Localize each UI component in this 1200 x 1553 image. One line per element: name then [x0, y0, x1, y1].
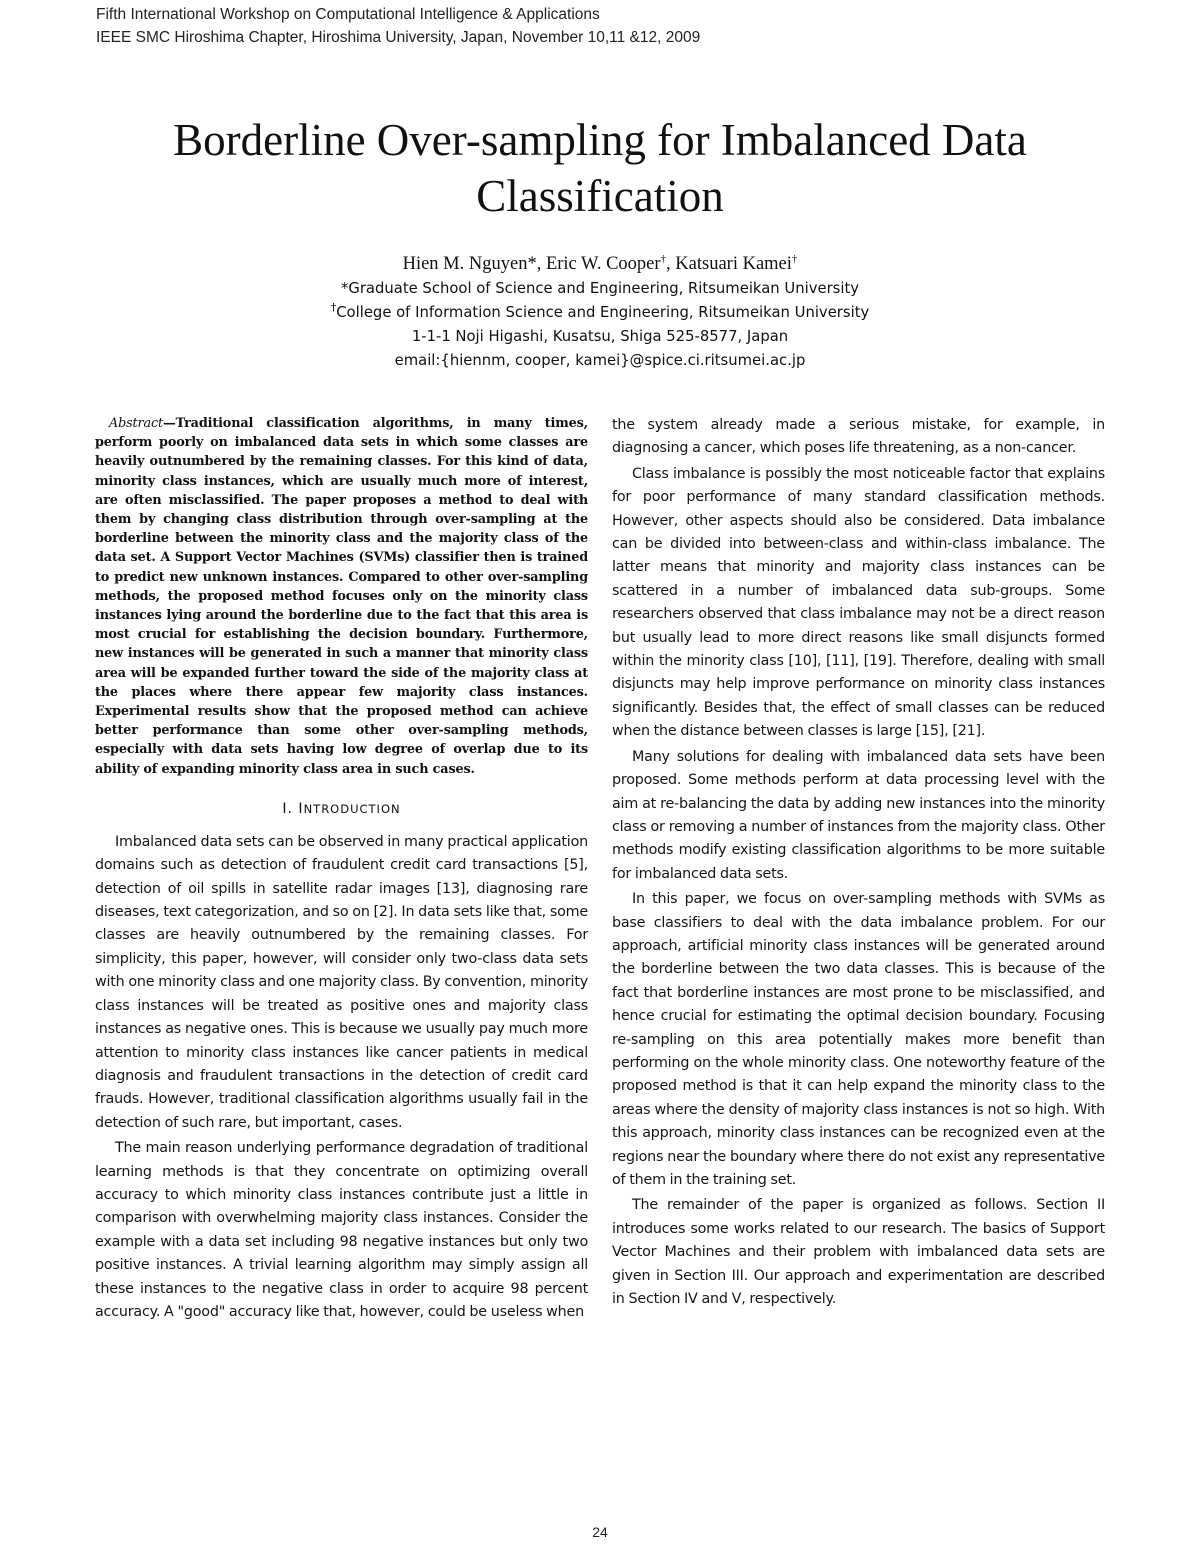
- affiliation-college: [80, 303, 1120, 323]
- intro-paragraph-3: Class imbalance is possibly the most noticeable factor that explains for poor performance of many standard classification methods. However, other aspects should also be considered. Data imbalance can be divided into between-class and within-class imbalance. The latter means that minority and majority class instances can be scattered in a number of imbalanced data sub-groups. Some researchers observed that class imbalance may not be a direct reason but usually lead to more direct reasons like small disjuncts formed within the minority class [10], [11], [19]. Therefore, dealing with small disjuncts may help improve performance on minority class instances significantly. Besides that, the effect of small classes can be reduced when the distance between classes is large [15], [21].: [612, 465, 1105, 740]
- dagger-mark: †: [791, 252, 798, 265]
- intro-paragraph-2: The main reason underlying performance degradation of traditional learning methods is that they concentrate on optimizing overall accuracy to which minority class instances contribute just a little in comparison with overwhelming majority class instances. Consider the example with a data set including 98 negative instances but only two positive instances. A trivial learning algorithm may simply assign all these instances to the negative class in order to acquire 98 percent accuracy. A "good" accuracy like that, however, could be useless when: [95, 1140, 588, 1320]
- conference-header-line-2: IEEE SMC Hiroshima Chapter, Hiroshima University, Japan, November 10,11 &12, 2009: [96, 29, 701, 46]
- abstract: [95, 414, 588, 779]
- author-kamei: Katsuari Kamei: [675, 254, 792, 274]
- intro-paragraph-4: Many solutions for dealing with imbalanced data sets have been proposed. Some methods perform at data processing level with the aim at re-balancing the data by adding new instances into the minority class or removing a number of instances from the majority class. Other methods modify existing classification algorithms to be more suitable for imbalanced data sets.: [612, 748, 1105, 882]
- intro-paragraph-2-continued: the system already made a serious mistake, for example, in diagnosing a cancer, which poses life threatening, as a non-cancer.: [612, 417, 1105, 457]
- paper-title: Borderline Over-sampling for Imbalanced Data Classification: [173, 115, 1027, 221]
- dagger-mark: †: [330, 301, 337, 315]
- affiliation-graduate-school: *Graduate School of Science and Engineering, Ritsumeikan University: [340, 280, 860, 297]
- intro-paragraph-1: Imbalanced data sets can be observed in many practical application domains such as detection of fraudulent credit card transactions [5], detection of oil spills in satellite radar images [13], diagnosing rare diseases, text categorization, and so on [2]. In data sets like that, some classes are heavily outnumbered by the remaining classes. For simplicity, this paper, however, will consider only two-class data sets with one minority class and one majority class. By convention, minority class instances will be treated as positive ones and majority class instances as negative ones. This is because we usually pay much more attention to minority class instances like cancer patients in medical diagnosis and fraudulent transactions in the detection of credit card frauds. However, traditional classification algorithms usually fail in the detection of such rare, but important, cases.: [95, 833, 588, 1131]
- right-column: [612, 414, 1105, 1313]
- section-title-initial: I: [298, 800, 304, 817]
- intro-paragraph-6: The remainder of the paper is organized as follows. Section II introduces some works related to our research. The basics of Support Vector Machines and their problem with imbalanced data sets are given in Section III. Our approach and experimentation are described in Section IV and V, respectively.: [612, 1197, 1105, 1308]
- page-number: 24: [592, 1524, 608, 1540]
- affiliation-email: email:{hiennm, cooper, kamei}@spice.ci.ritsumei.ac.jp: [394, 352, 806, 369]
- author-separator: ,: [666, 254, 676, 274]
- abstract-text: —Traditional classification algorithms, in many times, perform poorly on imbalanced data sets in which some classes are heavily outnumbered by the remaining classes. For this kind of data, minority class instances, which are usually much more of interest, are often misclassified. The paper proposes a method to deal with them by changing class distribution through over-sampling at the borderline between the minority class and the majority class of the data set. A Support Vector Machines (SVMs) classifier then is trained to predict new unknown instances. Compared to other over-sampling methods, the proposed method focuses only on the minority class instances lying around the borderline due to the fact that this area is most crucial for establishing the decision boundary. Furthermore, new instances will be generated in such a manner that minority class area will be expanded further toward the side of the majority class at the places where there appear few majority class instances. Experimental results show that the proposed method can achieve better performance than some other over-sampling methods, especially with data sets having low degree of overlap due to its ability of expanding minority class area in such cases.: [95, 416, 588, 777]
- author-list: [80, 253, 1120, 275]
- intro-paragraph-5: In this paper, we focus on over-sampling methods with SVMs as base classifiers to deal with the data imbalance problem. For our approach, artificial minority class instances will be generated around the borderline between the two data classes. This is because of the fact that borderline instances are most prone to be misclassified, and hence crucial for estimating the optimal decision boundary. Focusing re-sampling on this area potentially makes more benefit than performing on the whole minority class. One noteworthy feature of the proposed method is that it can help expand the minority class to the areas where the density of majority class instances is not so high. With this approach, minority class instances can be recognized even at the regions near the boundary where there do not exist any representative of them in the training set.: [612, 891, 1105, 1188]
- conference-header-line-1: Fifth International Workshop on Computational Intelligence & Applications: [96, 6, 600, 23]
- author-nguyen: Hien M. Nguyen*: [402, 254, 537, 274]
- affiliation-address: 1-1-1 Noji Higashi, Kusatsu, Shiga 525-8577, Japan: [411, 328, 789, 345]
- author-separator: ,: [536, 254, 546, 274]
- author-cooper: Eric W. Cooper: [545, 254, 661, 274]
- left-column: [95, 414, 588, 1326]
- dagger-mark: †: [660, 252, 667, 265]
- section-title-rest: NTRODUCTION: [303, 801, 401, 816]
- section-heading-introduction: [95, 801, 588, 817]
- affiliation-college-text: College of Information Science and Engineering, Ritsumeikan University: [336, 304, 870, 321]
- section-title: [298, 801, 400, 817]
- section-number: I.: [282, 800, 293, 817]
- abstract-label: Abstract: [109, 416, 163, 431]
